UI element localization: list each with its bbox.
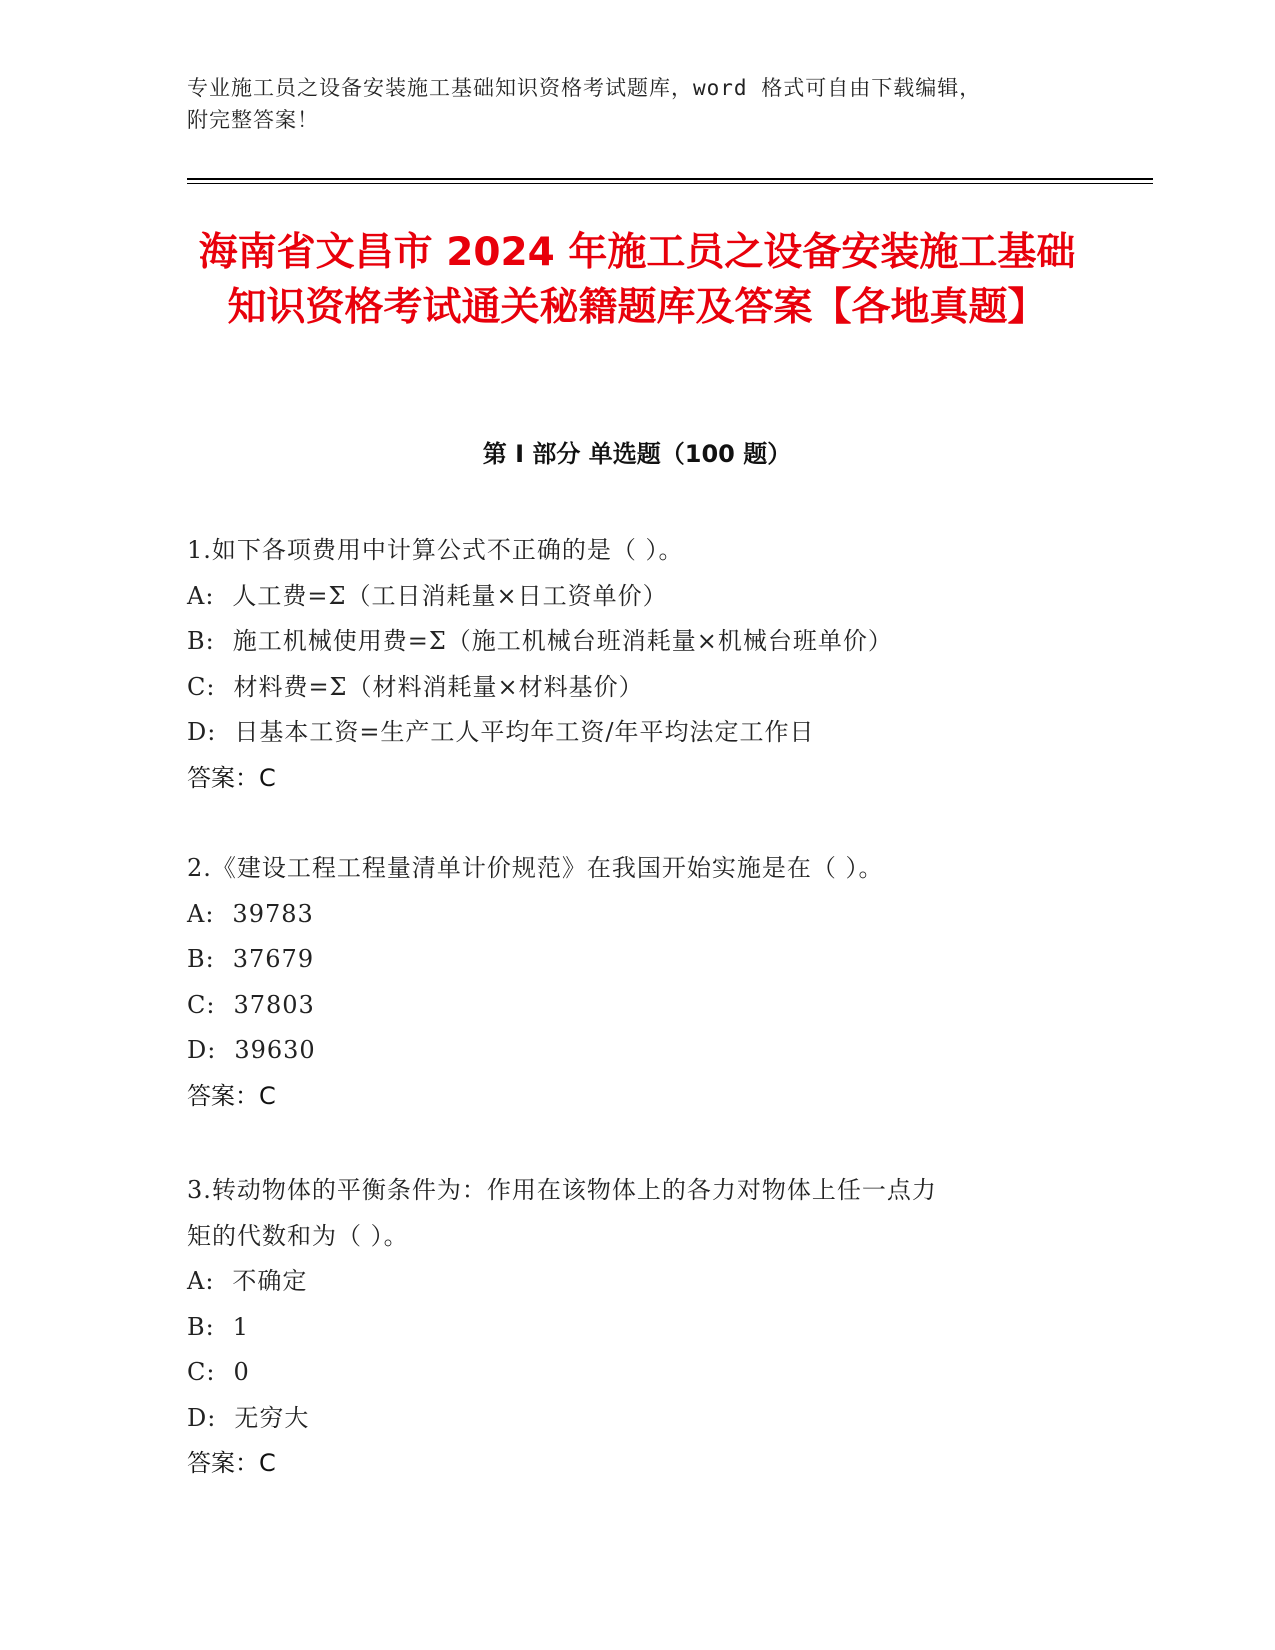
- option-letter: A:: [187, 899, 215, 928]
- option-letter: C:: [187, 672, 216, 701]
- option-letter: B:: [187, 1312, 215, 1341]
- option-text: 1: [232, 1312, 250, 1341]
- option-text: 不确定: [232, 1267, 308, 1295]
- document-header: [187, 72, 1067, 136]
- option-letter: D:: [187, 718, 217, 746]
- option-letter: A:: [187, 581, 215, 610]
- option-text: 0: [233, 1358, 250, 1386]
- option-b: [187, 937, 1087, 983]
- option-text: 材料费=Σ（材料消耗量×材料基价）: [233, 672, 644, 701]
- header-divider-thin: [187, 183, 1153, 184]
- question-1: [187, 528, 1087, 801]
- section-title: 第 I 部分 单选题（100 题）: [482, 440, 792, 468]
- header-line-1: 专业施工员之设备安装施工基础知识资格考试题库，word 格式可自由下载编辑，: [187, 76, 982, 100]
- option-d: [187, 710, 1087, 756]
- question-stem: 1.如下各项费用中计算公式不正确的是（ ）。: [187, 536, 684, 564]
- option-text: 37803: [233, 990, 315, 1019]
- option-a: [187, 892, 1087, 938]
- answer-line: 答案：C: [187, 1081, 276, 1110]
- option-text: 39783: [232, 899, 314, 928]
- option-text: 39630: [234, 1036, 316, 1064]
- option-text: 37679: [232, 945, 315, 973]
- option-letter: B:: [187, 945, 215, 973]
- answer-line: 答案：C: [187, 1449, 276, 1477]
- option-letter: D:: [187, 1403, 217, 1432]
- option-letter: C:: [187, 990, 216, 1019]
- header-line-2: 附完整答案！: [187, 108, 319, 132]
- option-a: [187, 574, 1087, 620]
- option-a: [187, 1259, 1087, 1305]
- question-2: [187, 846, 1087, 1119]
- document-title: 海南省文昌市 2024 年施工员之设备安装施工基础知识资格考试通关秘籍题库及答案【各地真题】: [198, 230, 1076, 330]
- question-stem: 2.《建设工程工程量清单计价规范》在我国开始实施是在（ ）。: [187, 854, 884, 882]
- option-text: 无穷大: [234, 1403, 310, 1432]
- option-b: [187, 1305, 1087, 1351]
- option-d: [187, 1028, 1087, 1074]
- option-letter: C:: [187, 1358, 216, 1386]
- option-letter: A:: [187, 1267, 215, 1295]
- option-c: [187, 665, 1087, 711]
- option-letter: D:: [187, 1036, 217, 1064]
- question-3: [187, 1168, 1087, 1487]
- option-text: 日基本工资=生产工人平均年工资/年平均法定工作日: [234, 718, 815, 746]
- header-divider-thick: [187, 178, 1153, 180]
- option-letter: B:: [187, 627, 215, 655]
- option-text: 施工机械使用费=Σ（施工机械台班消耗量×机械台班单价）: [232, 627, 893, 655]
- option-c: [187, 983, 1087, 1029]
- option-b: [187, 619, 1087, 665]
- option-text: 人工费=Σ（工日消耗量×日工资单价）: [232, 581, 668, 610]
- option-c: [187, 1350, 1087, 1396]
- question-stem-line-1: 3.转动物体的平衡条件为：作用在该物体上的各力对物体上任一点力: [187, 1176, 937, 1204]
- answer-line: 答案：C: [187, 763, 276, 792]
- question-stem-line-2: 矩的代数和为（ ）。: [187, 1221, 409, 1250]
- option-d: [187, 1396, 1087, 1442]
